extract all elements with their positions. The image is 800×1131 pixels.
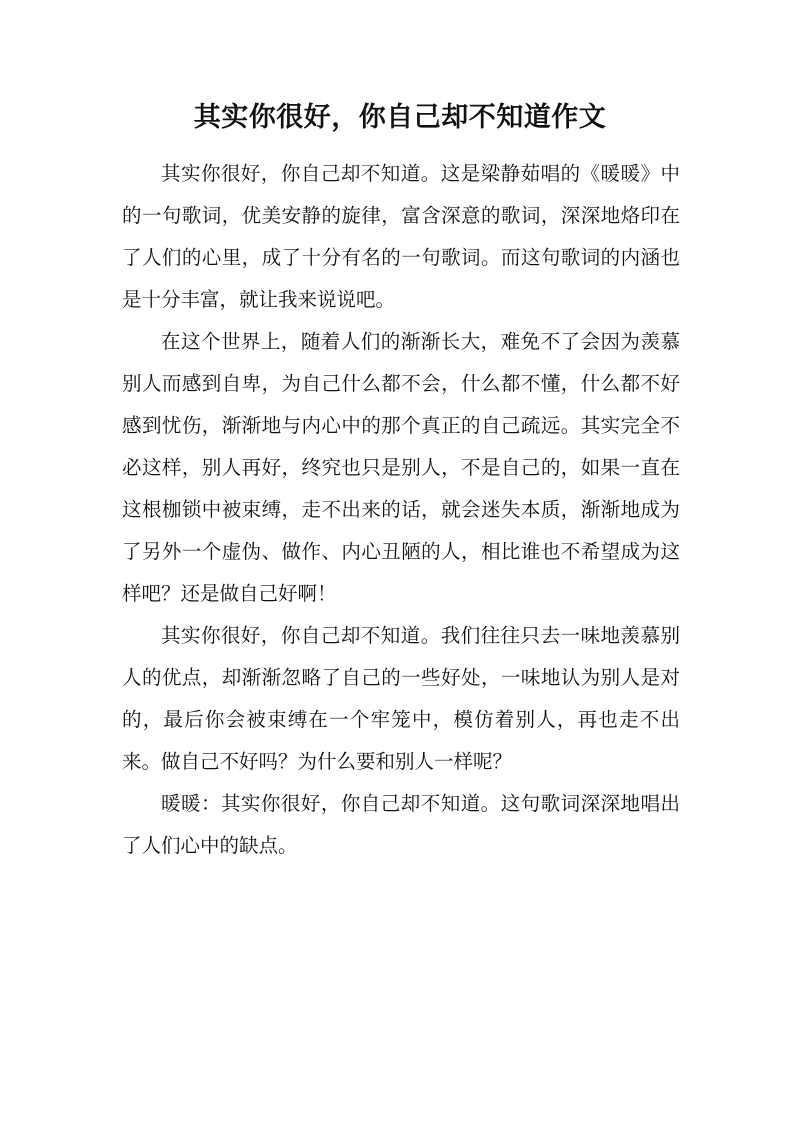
document-title: 其实你很好，你自己却不知道作文 [193,102,607,133]
document-body [122,153,680,867]
paragraph-2: 在这个世界上，随着人们的渐渐长大，难免不了会因为羡慕别人而感到自卑，为自己什么都不会，什么都不懂，什么都不好感到忧伤，渐渐地与内心中的那个真正的自己疏远。其实完全不必这样，别人再好，终究也只是别人，不是自己的，如果一直在这根枷锁中被束缚，走不出来的话，就会迷失本质，渐渐地成为了另外一个虚伪、做作、内心丑陋的人，相比谁也不希望成为这样吧？还是做自己好啊！ [122,330,680,605]
paragraph-4: 暖暖：其实你很好，你自己却不知道。这句歌词深深地唱出了人们心中的缺点。 [122,792,680,857]
paragraph-1: 其实你很好，你自己却不知道。这是梁静茹唱的《暖暖》中的一句歌词，优美安静的旋律，富含深意的歌词，深深地烙印在了人们的心里，成了十分有名的一句歌词。而这句歌词的内涵也是十分丰富，就让我来说说吧。 [122,162,680,311]
paragraph-3: 其实你很好，你自己却不知道。我们往往只去一味地羡慕别人的优点，却渐渐忽略了自己的一些好处，一味地认为别人是对的，最后你会被束缚在一个牢笼中，模仿着别人，再也走不出来。做自己不好吗？为什么要和别人一样呢？ [122,624,680,773]
